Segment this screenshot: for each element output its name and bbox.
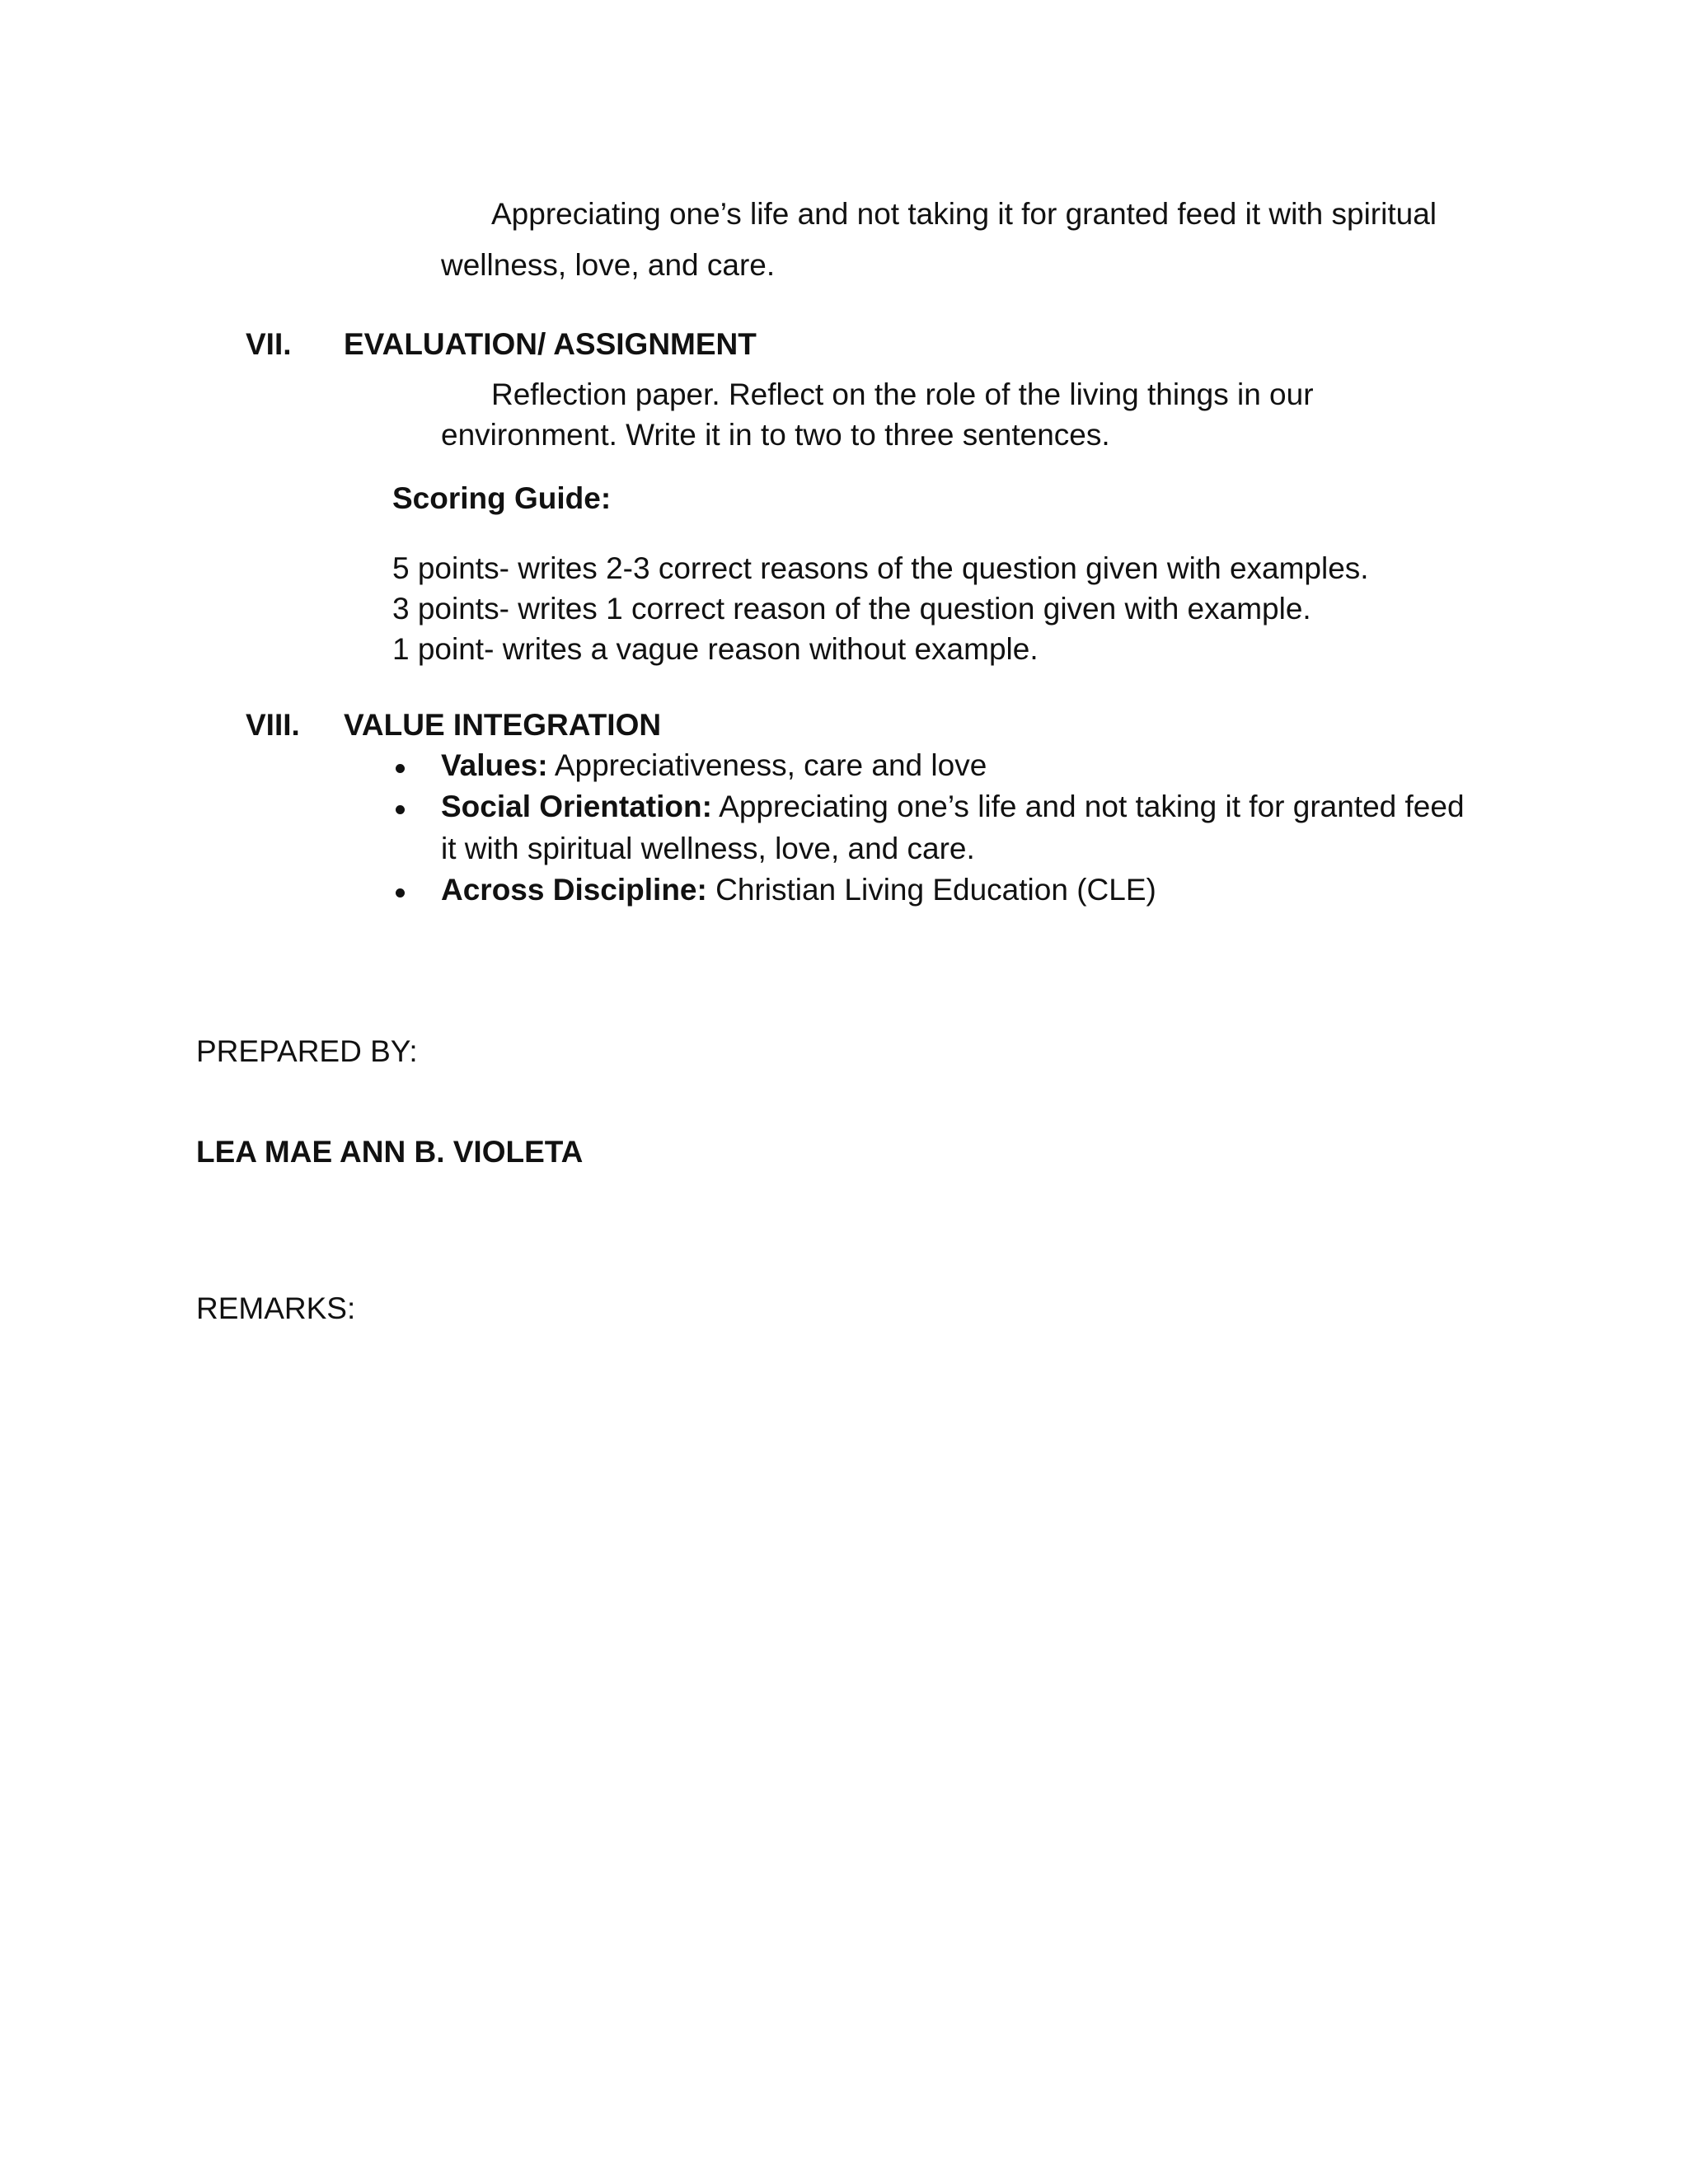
bullet-icon [396,805,405,814]
scoring-item: 1 point- writes a vague reason without example. [392,632,1039,666]
value-item-values [441,748,987,784]
value-item-label: Across Discipline: [441,873,707,907]
scoring-item: 3 points- writes 1 correct reason of the question given with example. [392,592,1311,626]
value-item-text: Appreciating one’s life and not taking it for granted feed [711,790,1465,823]
section-viii-numeral: VIII. [246,708,300,742]
section-vii-numeral: VII. [246,327,292,361]
section-viii-heading: VALUE INTEGRATION [344,708,662,742]
value-item-across-discipline [441,872,1156,908]
intro-line-2: wellness, love, and care. [441,248,776,282]
assignment-line-1: Reflection paper. Reflect on the role of the living things in our [491,377,1314,411]
bullet-icon [396,764,405,773]
value-item-label: Values: [441,748,548,782]
assignment-line-2: environment. Write it in to two to three sentences. [441,418,1110,452]
intro-line-1: Appreciating one’s life and not taking it for granted feed it with spiritual [491,197,1437,231]
remarks-label: REMARKS: [196,1291,356,1325]
value-item-social-orientation [441,789,1465,825]
scoring-item: 5 points- writes 2-3 correct reasons of the question given with examples. [392,551,1369,585]
value-item-continuation: it with spiritual wellness, love, and care. [441,832,975,865]
bullet-icon [396,888,405,898]
section-vii-heading: EVALUATION/ ASSIGNMENT [344,327,757,361]
prepared-by-label: PREPARED BY: [196,1034,418,1068]
scoring-guide-title: Scoring Guide: [392,481,612,515]
value-item-label: Social Orientation: [441,790,712,823]
value-item-text: Christian Living Education (CLE) [706,873,1156,907]
value-item-text: Appreciativeness, care and love [547,748,987,782]
preparer-name: LEA MAE ANN B. VIOLETA [196,1135,584,1169]
